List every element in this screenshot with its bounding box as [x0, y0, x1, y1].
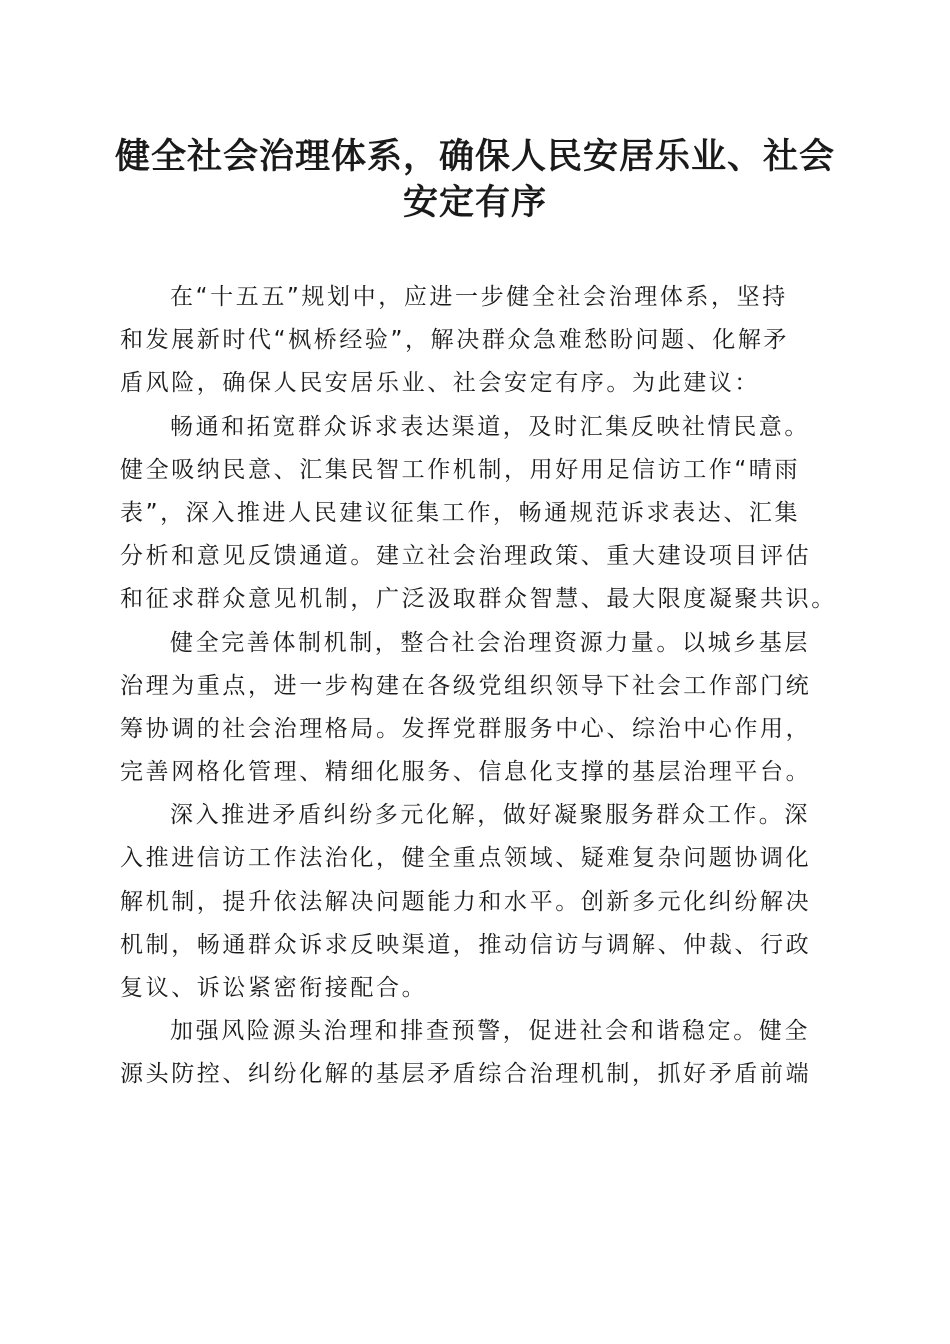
paragraph: [120, 1010, 828, 1096]
paragraph-line: 健全完善体制机制，整合社会治理资源力量。以城乡基层: [170, 629, 810, 656]
document-title: [110, 134, 840, 226]
paragraph-line: 分析和意见反馈通道。建立社会治理政策、重大建设项目评估: [120, 543, 812, 570]
paragraph-line: 和发展新时代“枫桥经验”，解决群众急难愁盼问题、化解矛: [120, 327, 790, 354]
paragraph-line: 盾风险，确保人民安居乐业、社会安定有序。为此建议：: [120, 370, 760, 397]
title-line: 健全社会治理体系，确保人民安居乐业、社会: [114, 136, 835, 177]
paragraph-line: 深入推进矛盾纠纷多元化解，做好凝聚服务群众工作。深: [170, 802, 810, 829]
document-body: [120, 276, 837, 1097]
paragraph-line: 入推进信访工作法治化，健全重点领域、疑难复杂问题协调化: [120, 845, 812, 872]
paragraph-line: 畅通和拓宽群众诉求表达渠道，及时汇集反映社情民意。: [170, 413, 810, 440]
title-line: 安定有序: [402, 182, 547, 223]
paragraph-line: 筹协调的社会治理格局。发挥党群服务中心、综治中心作用，: [120, 715, 812, 742]
paragraph-line: 完善网格化管理、精细化服务、信息化支撑的基层治理平台。: [120, 759, 812, 786]
paragraph-line: 和征求群众意见机制，广泛汲取群众智慧、最大限度凝聚共识。: [120, 586, 837, 613]
paragraph: [120, 406, 837, 622]
paragraph-line: 源头防控、纠纷化解的基层矛盾综合治理机制，抓好矛盾前端: [120, 1061, 812, 1088]
paragraph-line: 治理为重点，进一步构建在各级党组织领导下社会工作部门统: [120, 672, 812, 699]
paragraph-line: 复议、诉讼紧密衔接配合。: [120, 975, 428, 1001]
paragraph-line: 健全吸纳民意、汇集民智工作机制，用好用足信访工作“晴雨: [120, 456, 801, 483]
paragraph: [120, 622, 828, 795]
paragraph-line: 表”，深入推进人民建议征集工作，畅通规范诉求表达、汇集: [120, 499, 801, 526]
paragraph-line: 加强风险源头治理和排查预警，促进社会和谐稳定。健全: [170, 1018, 810, 1045]
paragraph-line: 解机制，提升依法解决问题能力和水平。创新多元化纠纷解决: [120, 888, 812, 915]
paragraph-line: 机制，畅通群众诉求反映渠道，推动信访与调解、仲裁、行政: [120, 931, 812, 958]
paragraph: [120, 794, 828, 1010]
paragraph: [120, 276, 828, 406]
paragraph-line: 在“十五五”规划中，应进一步健全社会治理体系，坚持: [170, 284, 788, 310]
